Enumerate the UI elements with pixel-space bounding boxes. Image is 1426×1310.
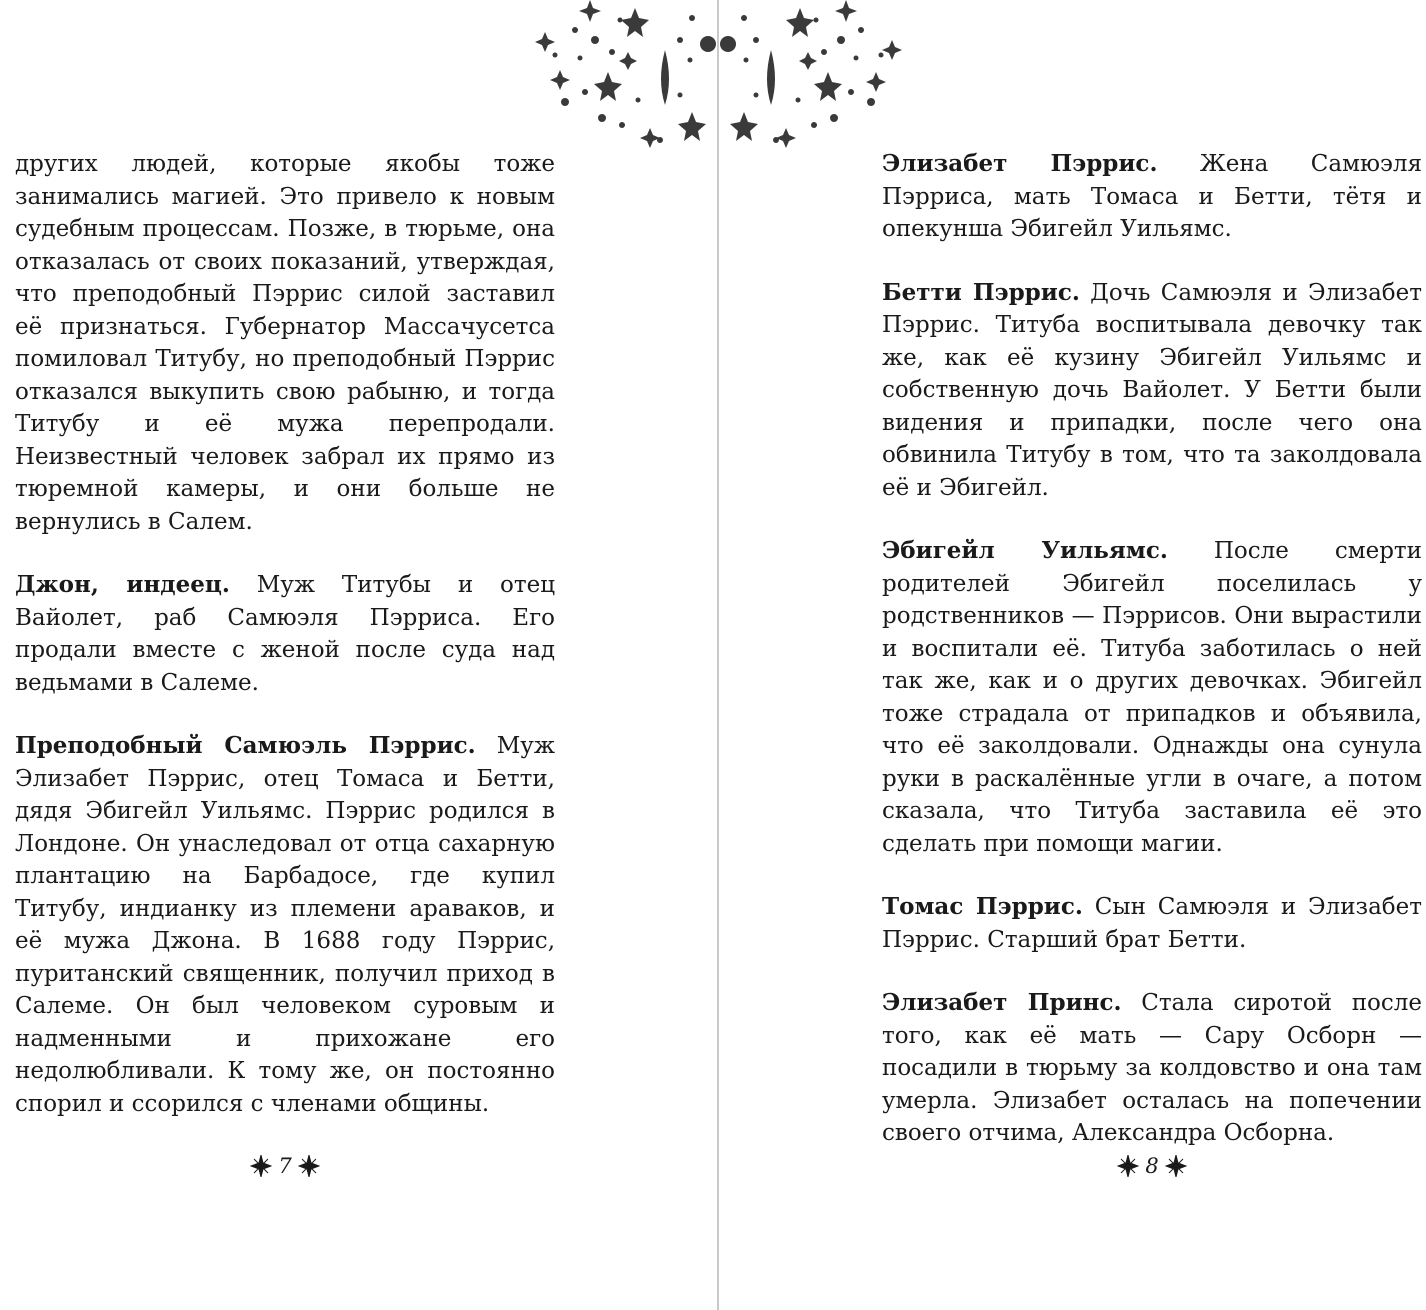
- sparkle-icon: [298, 1155, 320, 1177]
- star-icon: [619, 52, 637, 70]
- sparkle-icon: [250, 1155, 272, 1177]
- entry-text: Муж Титубы и отец Вайолет, раб Самюэля Пэрриса. Его продали вместе с женой после суда над ведьмами в Салеме.: [15, 572, 556, 696]
- page-number: 8: [1145, 1154, 1159, 1178]
- star-icon: [678, 112, 706, 141]
- entry-name: Элизабет Пэррис.: [882, 150, 1158, 177]
- paragraph-text: других людей, которые якобы тоже занимались магией. Это привело к новым судебным процессам. Позже, в тюрьме, она отказалась от своих показаний, утверждая, что преподобный Пэррис силой заставил её признаться. Губернатор Массачусетса помиловал Титубу, но преподобный Пэррис отказался выкупить свою рабыню, и тогда Титубу и её мужа перепродали. Неизвестный человек забрал их прямо из тюремной камеры, и они больше не вернулись в Салем.: [15, 151, 555, 535]
- star-icon: [594, 72, 622, 101]
- page-gutter: [717, 0, 719, 1310]
- star-icon: [640, 128, 660, 148]
- entry-name: Бетти Пэррис.: [882, 278, 1080, 306]
- right-page: [882, 148, 1422, 1181]
- star-icon: [579, 0, 601, 22]
- entry-name: Джон, индеец.: [15, 571, 230, 598]
- drop-icon: [767, 50, 775, 105]
- character-entry-elizabeth-prince: [882, 987, 1422, 1150]
- page-number-right: [1097, 1152, 1207, 1180]
- left-page: [15, 148, 555, 1151]
- entry-name: Преподобный Самюэль Пэррис.: [15, 732, 476, 759]
- page-number-left: [230, 1152, 340, 1180]
- page-number: 7: [278, 1154, 292, 1178]
- star-icon: [882, 40, 902, 60]
- character-entry-betty-parris: [882, 277, 1422, 505]
- drop-icon: [661, 50, 669, 105]
- character-entry-elizabeth-parris: [882, 148, 1422, 246]
- entry-text: Жена Самюэля Пэрриса, мать Томаса и Бетти, тётя и опекунша Эбигейл Уильямс.: [882, 151, 1423, 242]
- star-icon: [550, 70, 570, 90]
- star-icon: [799, 52, 817, 70]
- character-entry-abigail-williams: [882, 535, 1422, 860]
- sparkle-icon: [1165, 1155, 1187, 1177]
- entry-text: Муж Элизабет Пэррис, отец Томаса и Бетти, дядя Эбигейл Уильямс. Пэррис родился в Лондоне. Он унаследовал от отца сахарную плантацию на Барбадосе, где купил Титубу, индианку из племени араваков, и её мужа Джона. В 1688 году Пэррис, пуританский священник, получил приход в Салеме. Он был человеком суровым и надменными и прихожане его недолюбливали. К тому же, он постоянно спорил и ссорился с членами общины.: [15, 733, 555, 1117]
- entry-text: Стала сиротой после того, как её мать — Сару Осборн — посадили в тюрьму за колдовство и она там умерла. Элизабет осталась на попечении своего отчима, Александра Осборна.: [882, 990, 1422, 1146]
- sparkle-icon: [1117, 1155, 1139, 1177]
- star-icon: [730, 112, 758, 141]
- entry-name: Эбигейл Уильямс.: [882, 537, 1168, 564]
- star-icon: [621, 8, 649, 37]
- entry-name: Элизабет Принс.: [882, 989, 1122, 1016]
- entry-name: Томас Пэррис.: [882, 893, 1083, 920]
- star-icon: [814, 72, 842, 101]
- continuation-paragraph: [15, 148, 555, 538]
- character-entry-john: [15, 569, 555, 699]
- entry-text: Дочь Самюэля и Элизабет Пэррис. Титуба воспитывала девочку так же, как её кузину Эбигейл Уильямс и собственную дочь Вайолет. У Бетти были видения и припадки, после чего она обвинила Титубу в том, что та заколдовала её и Эбигейл.: [882, 279, 1422, 501]
- character-entry-thomas-parris: [882, 891, 1422, 956]
- stars-ornament: [520, 0, 916, 160]
- star-icon: [786, 8, 814, 37]
- star-icon: [835, 0, 857, 22]
- star-icon: [535, 32, 555, 52]
- entry-text: Сын Самюэля и Элизабет Пэррис. Старший брат Бетти.: [882, 894, 1422, 953]
- star-icon: [776, 128, 796, 148]
- character-entry-samuel-parris: [15, 730, 555, 1120]
- star-icon: [866, 72, 886, 92]
- entry-text: После смерти родителей Эбигейл поселилась у родственников — Пэррисов. Они вырастили и воспитали её. Титуба заботилась о ней так же, как и о других девочках. Эбигейл тоже страдала от припадков и объявила, что её заколдовали. Однажды она сунула руки в раскалённые угли в очаге, а потом сказала, что Титуба заставила её это сделать при помощи магии.: [882, 538, 1422, 857]
